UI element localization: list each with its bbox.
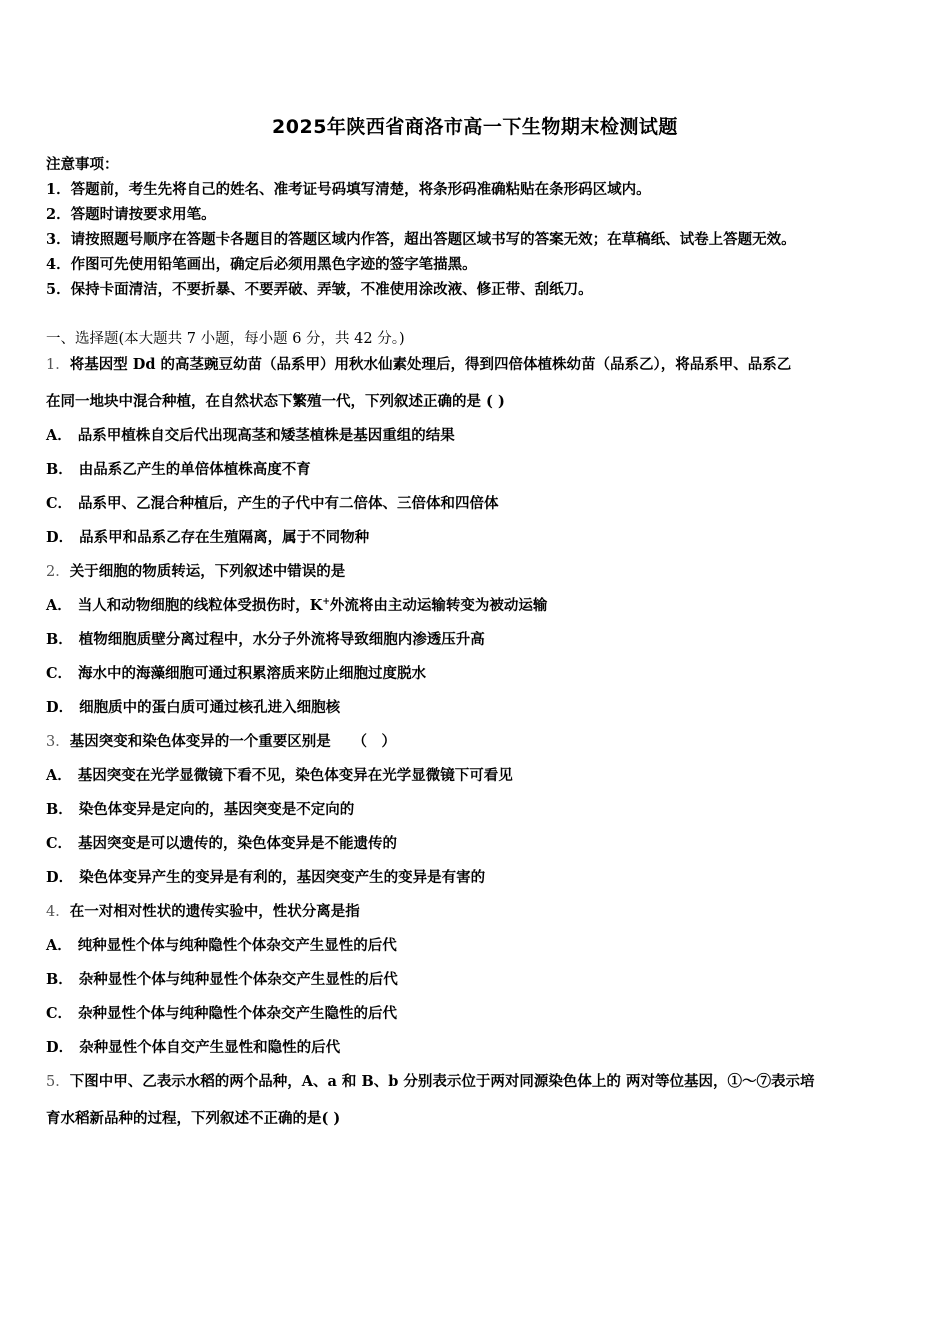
- question-4-option-b: [46, 968, 398, 989]
- question-3-option-c: [46, 832, 397, 853]
- option-text: 植物细胞质壁分离过程中，水分子外流将导致细胞内渗透压升高: [78, 631, 485, 648]
- option-letter: B．: [46, 631, 73, 648]
- question-1-stem-cont: 在同一地块中混合种植，在自然状态下繁殖一代，下列叙述正确的是 ( ): [46, 393, 505, 410]
- question-3-option-b: [46, 798, 354, 819]
- question-1-option-a: [46, 424, 455, 445]
- question-3-option-d: [46, 866, 485, 887]
- question-2-option-a: [46, 594, 547, 615]
- notice-item: 4．作图可先使用铅笔画出，确定后必须用黑色字迹的签字笔描黑。: [46, 256, 477, 273]
- option-letter: D．: [46, 529, 74, 546]
- option-text: 细胞质中的蛋白质可通过核孔进入细胞核: [79, 699, 341, 716]
- option-text: 杂种显性个体自交产生显性和隐性的后代: [79, 1039, 341, 1056]
- question-3-option-a: [46, 764, 513, 785]
- notice-item: 3．请按照题号顺序在答题卡各题目的答题区域内作答，超出答题区域书写的答案无效；在草稿纸、试卷上答题无效。: [46, 231, 796, 248]
- option-text-pre: 当人和动物细胞的线粒体受损伤时，K: [77, 597, 323, 614]
- option-text: 品系甲植株自交后代出现高茎和矮茎植株是基因重组的结果: [77, 427, 455, 444]
- notice-heading: 注意事项：: [46, 156, 119, 173]
- notice-item: 2．答题时请按要求用笔。: [46, 206, 216, 223]
- option-letter: C．: [46, 1005, 73, 1022]
- question-5-stem-cont: 育水稻新品种的过程，下列叙述不正确的是( ): [46, 1110, 341, 1127]
- option-text: 海水中的海藻细胞可通过积累溶质来防止细胞过度脱水: [78, 665, 427, 682]
- option-letter: A．: [46, 767, 72, 784]
- question-stem-text: 关于细胞的物质转运，下列叙述中错误的是: [69, 563, 346, 580]
- option-text: 品系甲和品系乙存在生殖隔离，属于不同物种: [79, 529, 370, 546]
- option-letter: B．: [46, 461, 73, 478]
- page-title: 2025年陕西省商洛市高一下生物期末检测试题: [272, 116, 678, 138]
- option-text: 品系甲、乙混合种植后，产生的子代中有二倍体、三倍体和四倍体: [78, 495, 499, 512]
- option-letter: C．: [46, 495, 73, 512]
- question-4-option-d: [46, 1036, 340, 1057]
- question-5-stem: [46, 1070, 814, 1091]
- option-letter: A．: [46, 937, 72, 954]
- question-4-option-c: [46, 1002, 397, 1023]
- option-text: 染色体变异产生的变异是有利的，基因突变产生的变异是有害的: [79, 869, 486, 886]
- question-number: 2．: [46, 564, 70, 580]
- question-2-option-c: [46, 662, 426, 683]
- option-text: 杂种显性个体与纯种隐性个体杂交产生隐性的后代: [78, 1005, 398, 1022]
- option-letter: C．: [46, 665, 73, 682]
- question-2-option-b: [46, 628, 485, 649]
- question-3-stem: [46, 730, 396, 751]
- question-4-option-a: [46, 934, 397, 955]
- question-number: 5．: [46, 1074, 70, 1090]
- question-number: 3．: [46, 734, 70, 750]
- question-stem-text: 在一对相对性状的遗传实验中，性状分离是指: [69, 903, 360, 920]
- option-letter: C．: [46, 835, 73, 852]
- option-letter: D．: [46, 869, 74, 886]
- option-text: 染色体变异是定向的，基因突变是不定向的: [78, 801, 355, 818]
- option-text: 由品系乙产生的单倍体植株高度不育: [78, 461, 311, 478]
- option-letter: D．: [46, 1039, 74, 1056]
- option-letter: B．: [46, 971, 73, 988]
- question-2-option-d: [46, 696, 340, 717]
- superscript-plus: +: [322, 597, 330, 608]
- option-text: 纯种显性个体与纯种隐性个体杂交产生显性的后代: [77, 937, 397, 954]
- question-stem-text: 下图中甲、乙表示水稻的两个品种，A、a 和 B、b 分别表示位于两对同源染色体上的 两对等位基因，①～⑦表示培: [69, 1073, 815, 1090]
- question-2-stem: [46, 560, 345, 581]
- question-1-option-c: [46, 492, 499, 513]
- notice-item: 5．保持卡面清洁，不要折暴、不要弄破、弄皱，不准使用涂改液、修正带、刮纸刀。: [46, 281, 593, 298]
- option-letter: A．: [46, 427, 72, 444]
- question-4-stem: [46, 900, 360, 921]
- option-text: 杂种显性个体与纯种显性个体杂交产生显性的后代: [78, 971, 398, 988]
- question-number: 4．: [46, 904, 70, 920]
- question-number: 1．: [46, 357, 70, 373]
- question-stem-text: 将基因型 Dd 的高茎豌豆幼苗（品系甲）用秋水仙素处理后，得到四倍体植株幼苗（品系乙），将品系甲、品系乙: [69, 356, 792, 373]
- option-letter: A．: [46, 597, 72, 614]
- section-heading: 一、选择题(本大题共 7 小题，每小题 6 分，共 42 分。): [46, 331, 405, 347]
- question-1-option-b: [46, 458, 311, 479]
- question-1-stem: [46, 353, 791, 374]
- option-text-post: 外流将由主动运输转变为被动运输: [329, 597, 548, 614]
- option-text: 基因突变在光学显微镜下看不见，染色体变异在光学显微镜下可看见: [77, 767, 513, 784]
- question-1-option-d: [46, 526, 369, 547]
- option-text: 基因突变是可以遗传的，染色体变异是不能遗传的: [78, 835, 398, 852]
- option-letter: D．: [46, 699, 74, 716]
- question-stem-text: 基因突变和染色体变异的一个重要区别是 （ ）: [69, 733, 396, 750]
- option-letter: B．: [46, 801, 73, 818]
- notice-item: 1．答题前，考生先将自己的姓名、准考证号码填写清楚，将条形码准确粘贴在条形码区域内。: [46, 181, 651, 198]
